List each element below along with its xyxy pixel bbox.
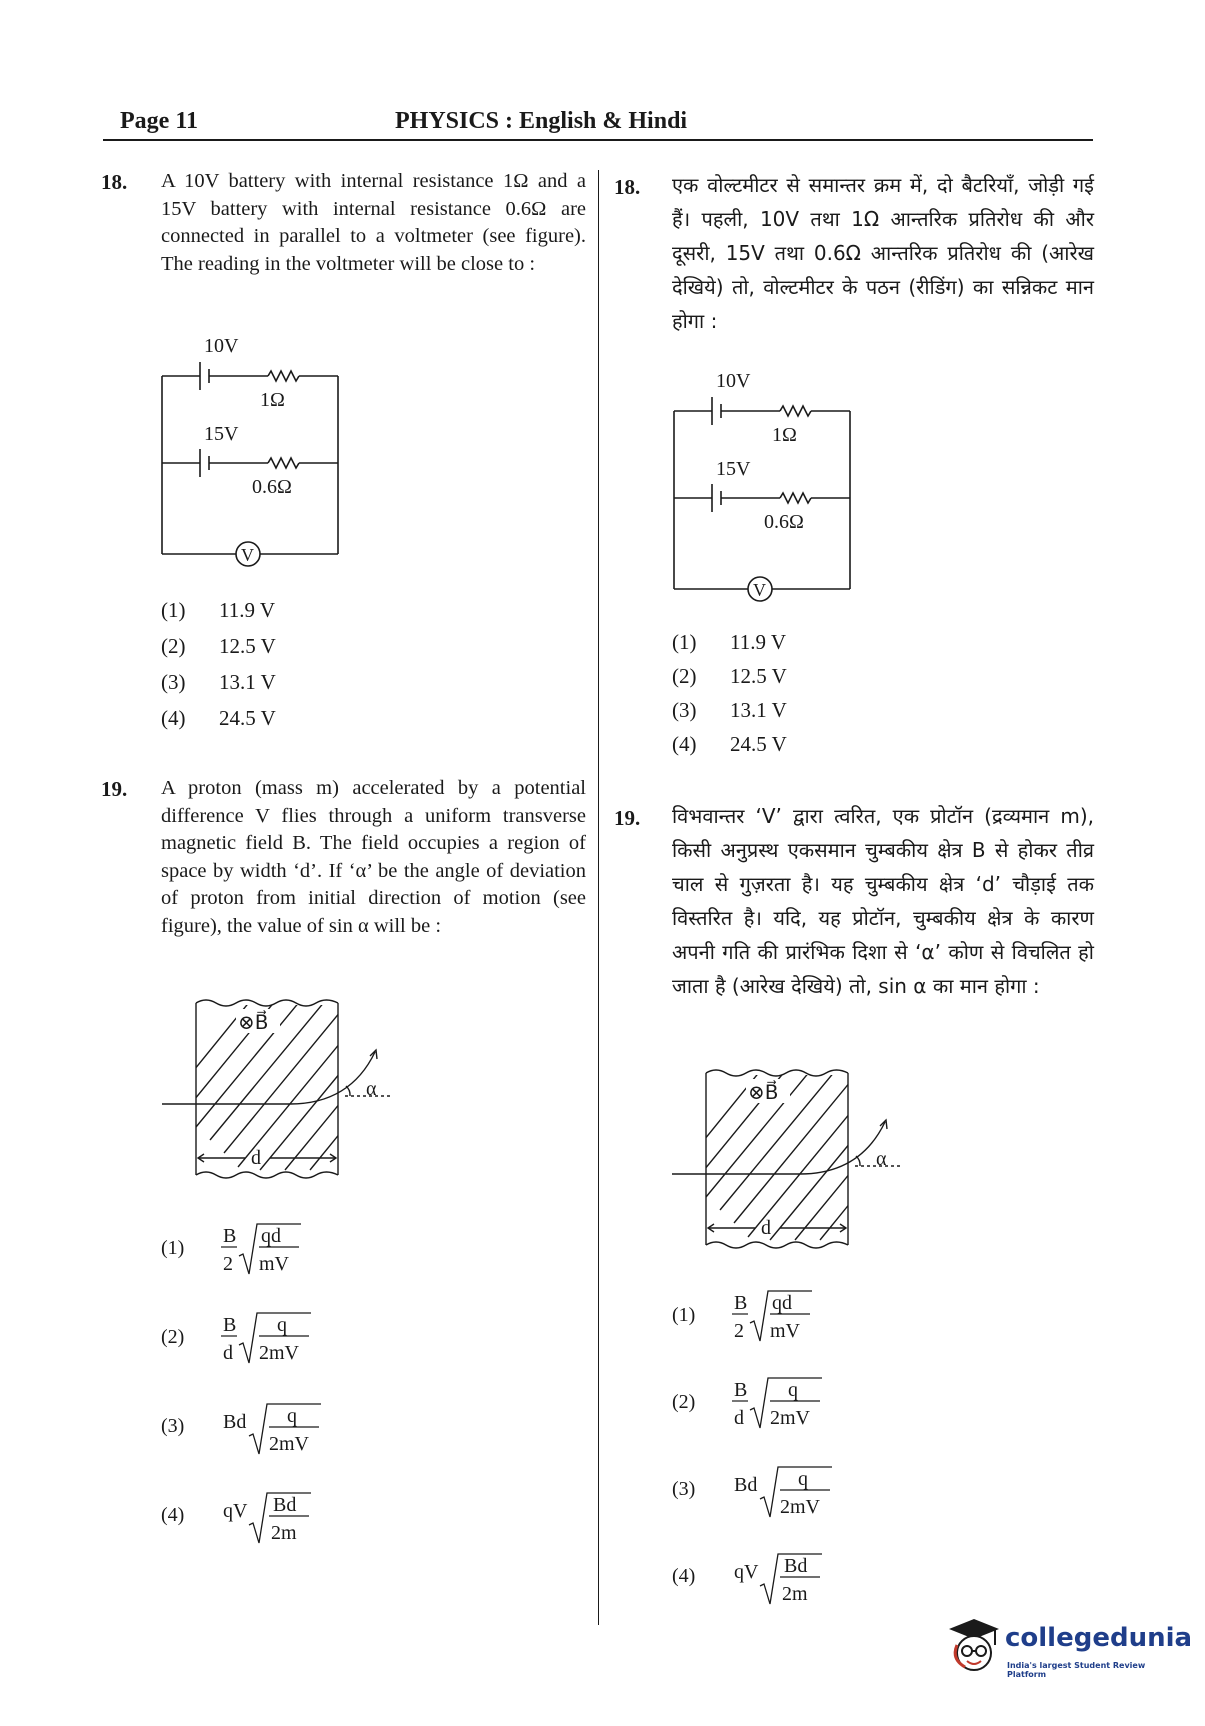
svg-text:qd: qd — [772, 1292, 792, 1314]
angle-label: α — [876, 1148, 887, 1170]
svg-text:B: B — [223, 1314, 237, 1336]
field-label: ⊗B⃗ — [748, 1082, 779, 1104]
page-title: PHYSICS : English & Hindi — [395, 108, 688, 134]
option-2 — [672, 1374, 872, 1434]
question-text: A 10V battery with internal resistance 1Ω and a 15V battery with internal resistance 0.6Ω are connected in parallel to a voltmeter (see figure). The reading in the voltmeter will be close to : — [161, 170, 586, 275]
svg-text:q: q — [798, 1468, 808, 1490]
question-number: 18. — [614, 175, 641, 199]
svg-text:(3): (3) — [672, 1478, 696, 1500]
question-text: विभवान्तर ‘V’ द्वारा त्वरित, एक प्रोटॉन (द्रव्यमान m), किसी अनुप्रस्थ एकसमान चुम्बकीय क्षेत्र B से होकर तीव्र चाल से गुज़रता है। यह चुम्बकीय क्षेत्र ‘d’ चौड़ाई तक विस्तरित है। यदि, यह प्रोटॉन, चुम्बकीय क्षेत्र के कारण अपनी गति की प्रारंभिक दिशा से ‘α’ कोण से विचलित हो जाता है (आरेख देखिये) तो, sin α का मान होगा : — [672, 804, 1094, 998]
option-2: (2) 12.5 V — [672, 664, 787, 688]
svg-text:qV: qV — [734, 1561, 759, 1583]
option-4: (4) 24.5 V — [161, 706, 276, 730]
field-label: ⊗B⃗ — [238, 1012, 269, 1034]
svg-text:B: B — [734, 1292, 748, 1314]
option-3 — [672, 1461, 872, 1521]
question-number: 18. — [101, 170, 128, 194]
option-4 — [161, 1487, 361, 1547]
option-3: (3) 13.1 V — [672, 698, 787, 722]
label-10v: 10V — [204, 335, 239, 357]
svg-text:2mV: 2mV — [780, 1496, 820, 1518]
angle-label: α — [366, 1078, 377, 1100]
svg-text:2m: 2m — [271, 1522, 297, 1544]
svg-text:2mV: 2mV — [269, 1433, 309, 1455]
circuit-figure — [672, 365, 862, 605]
magnetic-field-figure — [670, 1065, 910, 1255]
option-2: (2) 12.5 V — [161, 634, 276, 658]
svg-text:mV: mV — [259, 1253, 289, 1275]
option-1 — [672, 1287, 872, 1347]
svg-text:Bd: Bd — [273, 1494, 297, 1516]
svg-text:q: q — [277, 1314, 287, 1336]
magnetic-field-figure — [160, 995, 400, 1185]
page-number: Page 11 — [120, 108, 198, 134]
option-1: (1) 11.9 V — [672, 630, 787, 654]
svg-text:(3): (3) — [161, 1415, 185, 1437]
svg-text:2mV: 2mV — [770, 1407, 810, 1429]
svg-text:Bd: Bd — [784, 1555, 808, 1577]
svg-text:qd: qd — [261, 1225, 281, 1247]
svg-text:q: q — [788, 1379, 798, 1401]
circuit-figure — [160, 330, 350, 570]
svg-text:qV: qV — [223, 1500, 248, 1522]
option-2 — [161, 1309, 361, 1369]
logo-wordmark: collegedunia — [1005, 1623, 1193, 1653]
mascot-icon — [945, 1615, 1003, 1679]
svg-text:(4): (4) — [672, 1565, 696, 1587]
width-label: d — [251, 1147, 261, 1169]
question-number: 19. — [101, 777, 128, 801]
collegedunia-logo[interactable] — [945, 1615, 1193, 1685]
label-06ohm: 0.6Ω — [764, 511, 804, 533]
svg-text:(4): (4) — [161, 1504, 185, 1526]
svg-text:Bd: Bd — [734, 1474, 758, 1496]
question-text: एक वोल्टमीटर से समान्तर क्रम में, दो बैटरियाँ, जोड़ी गई हैं। पहली, 10V तथा 1Ω आन्तरिक प्रतिरोध की और दूसरी, 15V तथा 0.6Ω आन्तरिक प्रतिरोध की (आरेख देखिये) तो, वोल्टमीटर के पठन (रीडिंग) का सन्निकट मान होगा : — [672, 173, 1094, 333]
option-4: (4) 24.5 V — [672, 732, 787, 756]
svg-text:mV: mV — [770, 1320, 800, 1342]
option-3: (3) 13.1 V — [161, 670, 276, 694]
svg-text:d: d — [734, 1407, 744, 1429]
option-4 — [672, 1548, 872, 1608]
question-number: 19. — [614, 806, 641, 830]
option-1 — [161, 1220, 361, 1280]
svg-text:Bd: Bd — [223, 1411, 247, 1433]
label-10v: 10V — [716, 370, 751, 392]
svg-text:d: d — [223, 1342, 233, 1364]
logo-tagline: India's largest Student Review Platform — [1007, 1661, 1146, 1679]
question-text: A proton (mass m) accelerated by a potential difference V flies through a uniform transverse magnetic field B. The field occupies a region of space by width ‘d’. If ‘α’ be the angle of deviation of proton from initial direction of motion (see figure), the value of sin α will be : — [161, 777, 586, 937]
svg-text:B: B — [223, 1225, 237, 1247]
column-divider — [598, 170, 599, 1625]
label-15v: 15V — [716, 458, 751, 480]
svg-text:(1): (1) — [161, 1237, 185, 1259]
svg-text:B: B — [734, 1379, 748, 1401]
width-label: d — [761, 1217, 771, 1239]
option-1: (1) 11.9 V — [161, 598, 276, 622]
svg-text:(1): (1) — [672, 1304, 696, 1326]
voltmeter-label: V — [753, 580, 766, 600]
svg-text:2m: 2m — [782, 1583, 808, 1605]
label-1ohm: 1Ω — [772, 424, 797, 446]
svg-text:(2): (2) — [161, 1326, 185, 1348]
svg-text:(2): (2) — [672, 1391, 696, 1413]
label-06ohm: 0.6Ω — [252, 476, 292, 498]
svg-text:2: 2 — [734, 1320, 744, 1342]
svg-text:2: 2 — [223, 1253, 233, 1275]
voltmeter-label: V — [241, 545, 254, 565]
svg-text:q: q — [287, 1405, 297, 1427]
svg-text:2mV: 2mV — [259, 1342, 299, 1364]
label-1ohm: 1Ω — [260, 389, 285, 411]
label-15v: 15V — [204, 423, 239, 445]
option-3 — [161, 1398, 361, 1458]
header-rule — [103, 139, 1093, 141]
